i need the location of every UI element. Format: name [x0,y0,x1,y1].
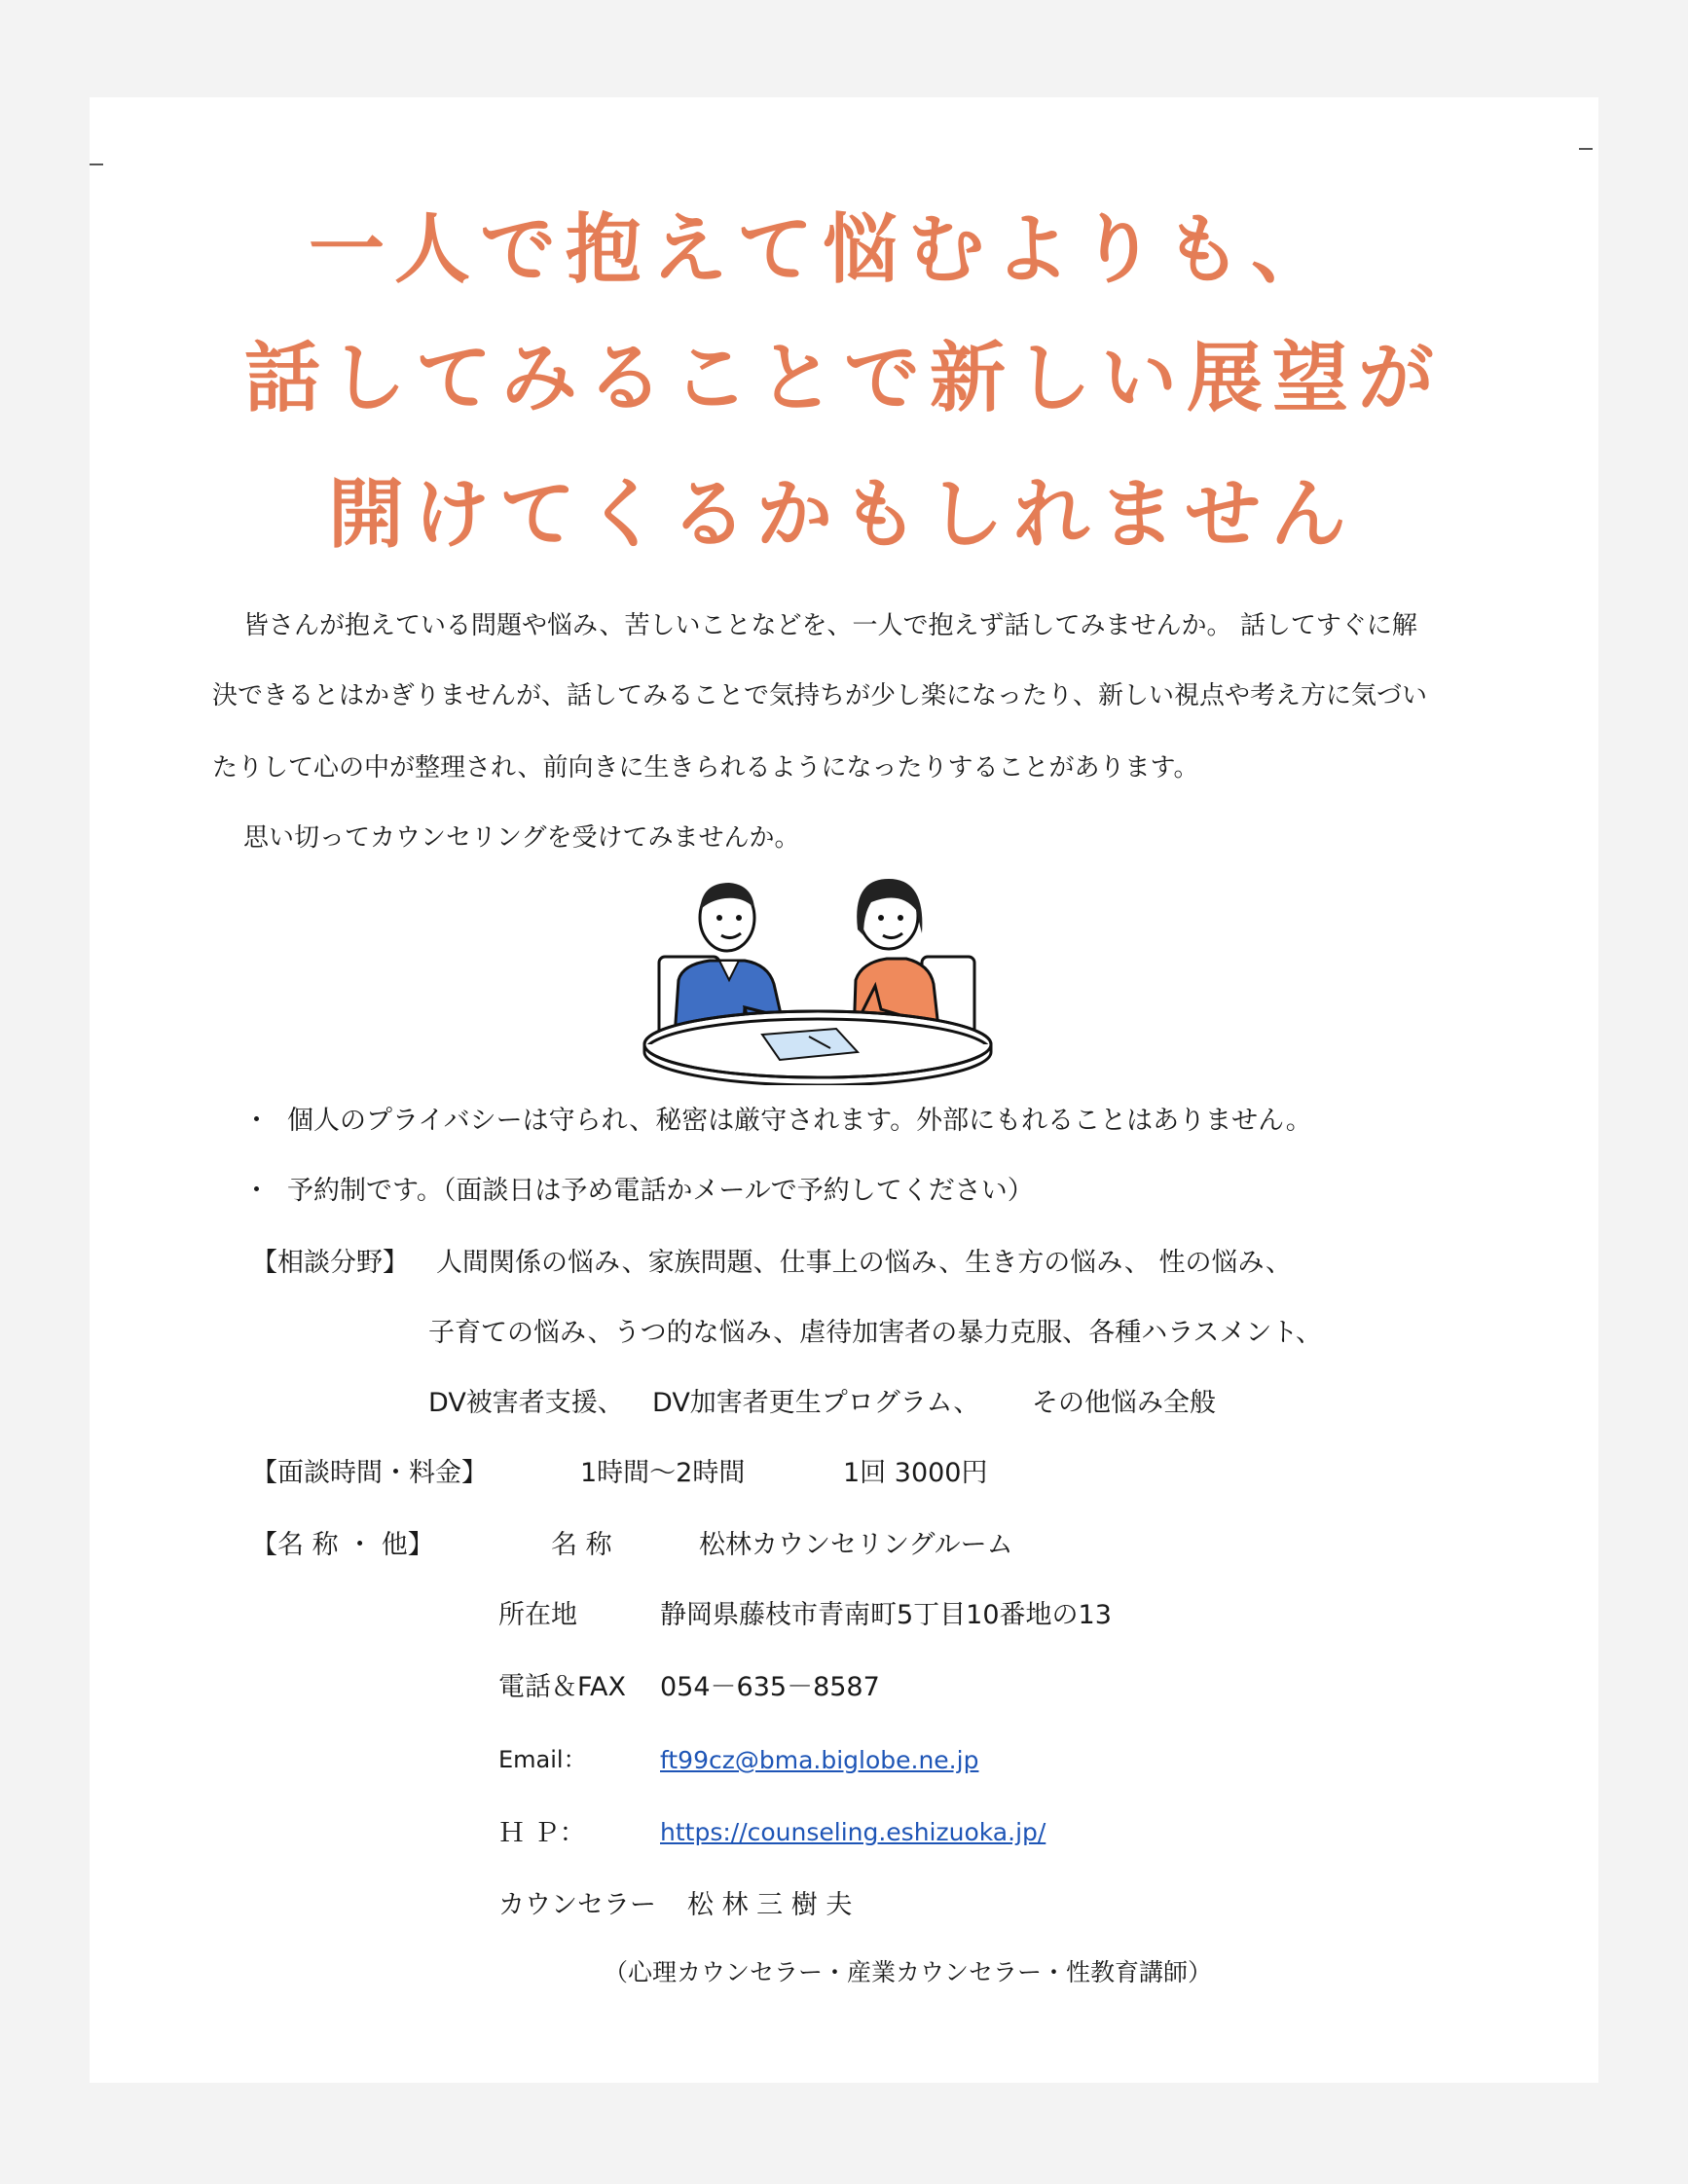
info-credentials: （心理カウンセラー・産業カウンセラー・性教育講師） [604,1958,1213,1986]
info-address-value: 静岡県藤枝市青南町5丁目10番地の13 [660,1600,1112,1630]
headline-line-3: 開けてくるかもしれません [327,471,1356,559]
info-address-label: 所在地 [498,1600,577,1630]
info-label: 【名 称 ・ 他】 [251,1530,434,1560]
fees-price: 1回 3000円 [843,1458,988,1488]
info-phone-label: 電話＆FAX [498,1672,627,1702]
note-bullet-1: ・ [243,1106,270,1136]
info-counselor-label: カウンセラー [498,1890,656,1920]
fields-line-2: 子育ての悩み、うつ的な悩み、虐待加害者の暴力克服、各種ハラスメント、 [428,1318,1322,1348]
headline-line-2: 話してみることで新しい展望が [243,335,1444,422]
fields-dv-offender: DV加害者更生プログラム、 [652,1388,980,1418]
intro-line-1: 皆さんが抱えている問題や悩み、苦しいことなどを、一人で抱えず話してみませんか。 話してすぐに解 [243,611,1417,640]
counseling-illustration [638,871,998,1085]
intro-line-3: たりして心の中が整理され、前向きに生きられるようになったりすることがあります。 [212,753,1199,783]
scan-edge-mark-right [1579,148,1593,150]
fees-label: 【面談時間・料金】 [251,1458,488,1488]
fields-line-1: 人間関係の悩み、家族問題、仕事上の悩み、生き方の悩み、 性の悩み、 [436,1248,1293,1278]
fields-dv-victim: DV被害者支援、 [428,1388,624,1418]
info-counselor-value: 松 林 三 樹 夫 [687,1890,853,1920]
note-privacy: 個人のプライバシーは守られ、秘密は厳守されます。外部にもれることはありません。 [287,1106,1312,1136]
info-hp-label: Ｈ Ｐ： [498,1818,586,1848]
fees-duration: 1時間～2時間 [580,1458,746,1488]
note-reservation: 予約制です。（面談日は予め電話かメールで予約してください） [287,1176,1034,1206]
note-bullet-2: ・ [243,1176,270,1206]
intro-line-2: 決できるとはかぎりませんが、話してみることで気持ちが少し楽になったり、新しい視点や考え方に気づい [212,681,1428,710]
homepage-link[interactable]: https://counseling.eshizuoka.jp/ [660,1818,1046,1846]
scan-edge-mark-left [90,164,103,165]
info-name-label: 名 称 [551,1530,612,1560]
info-phone-value: 054－635－8587 [660,1672,880,1702]
headline-line-1: 一人で抱えて悩むよりも、 [308,206,1337,294]
info-email-label: Email： [498,1746,587,1773]
fields-other: その他悩み全般 [1032,1388,1216,1418]
info-name-value: 松林カウンセリングルーム [699,1530,1013,1560]
fields-label: 【相談分野】 [251,1248,409,1278]
email-link[interactable]: ft99cz@bma.biglobe.ne.jp [660,1746,979,1774]
intro-line-4: 思い切ってカウンセリングを受けてみませんか。 [243,823,800,853]
